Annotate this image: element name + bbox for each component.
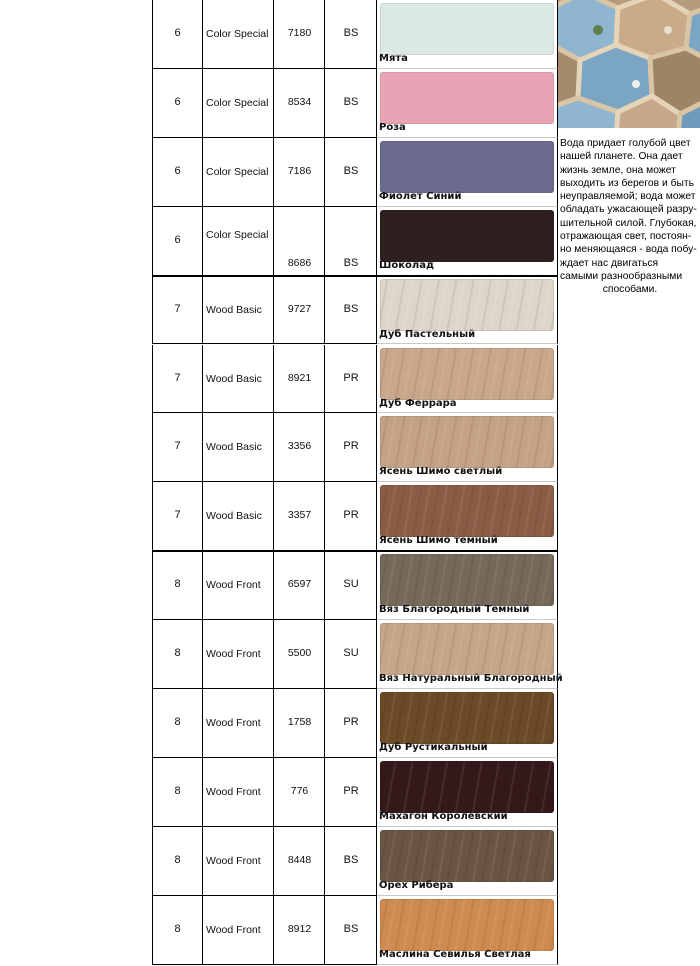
decor-name: Мята — [379, 53, 408, 64]
decor-code: 776 — [290, 784, 309, 797]
series-name: Wood Basic — [206, 303, 262, 316]
surface-type: PR — [343, 716, 359, 728]
surface-type: BS — [343, 922, 359, 935]
description-line: нашей планете. Она дает — [560, 151, 683, 163]
decor-swatch — [380, 554, 554, 606]
decor-name: Дуб Пастельный — [379, 328, 476, 340]
decor-code: 1758 — [287, 716, 312, 728]
decor-swatch — [380, 485, 554, 537]
series-name: Wood Front — [206, 648, 261, 661]
decor-name: Вяз Натуральный Благородный — [379, 673, 563, 685]
surface-type: BS — [343, 164, 359, 177]
description-line: обладать ужасающей разру- — [560, 204, 697, 216]
decor-code: 7180 — [287, 27, 312, 39]
series-name: Wood Basic — [206, 510, 262, 523]
group-number: 6 — [174, 164, 181, 177]
group-number: 7 — [174, 302, 181, 315]
table-row — [152, 276, 558, 345]
decor-swatch — [380, 830, 554, 882]
table-row — [152, 896, 558, 965]
decor-code: 8912 — [287, 922, 312, 935]
description-line: самыми разнообразными — [560, 270, 683, 282]
group-separator — [152, 550, 558, 552]
decor-swatch — [380, 899, 554, 951]
decor-code: 9727 — [287, 302, 312, 315]
decor-name: Шоколад — [379, 259, 435, 271]
series-name: Color Special — [206, 165, 269, 178]
table-row — [152, 758, 558, 827]
series-name: Wood Basic — [206, 441, 262, 454]
table-row — [152, 689, 558, 758]
table-row — [152, 0, 558, 69]
surface-type: PR — [343, 509, 359, 522]
decor-name: Махагон Королевский — [379, 810, 508, 822]
water-description — [560, 137, 700, 297]
decor-swatch — [380, 692, 554, 744]
decor-code: 7186 — [287, 164, 312, 177]
honeycomb-shelf-image — [558, 0, 700, 128]
decor-name: Маслина Севилья Светлая — [379, 948, 531, 960]
decor-swatch — [380, 141, 554, 193]
surface-type: SU — [343, 578, 359, 591]
decor-swatch — [380, 279, 554, 331]
decor-name: Роза — [379, 121, 406, 133]
decor-code: 3356 — [287, 440, 312, 453]
group-separator — [152, 275, 558, 277]
surface-type: PR — [343, 440, 359, 453]
series-name: Wood Basic — [206, 372, 262, 385]
series-name: Wood Front — [206, 854, 261, 867]
decor-name: Дуб Рустикальный — [379, 742, 488, 753]
surface-type: BS — [343, 256, 359, 269]
surface-type: BS — [343, 302, 359, 315]
group-number: 6 — [174, 233, 181, 246]
table-row — [152, 413, 558, 482]
series-name: Wood Front — [206, 717, 261, 729]
surface-type: PR — [343, 371, 359, 384]
description-line: выходить из берегов и быть — [560, 177, 694, 189]
decor-code: 8921 — [287, 371, 312, 384]
decor-code: 6597 — [287, 578, 312, 591]
surface-type: PR — [343, 784, 359, 797]
table-row — [152, 69, 558, 138]
decor-name: Ясень Шимо темный — [379, 535, 498, 547]
description-line: отражающая свет, постоян- — [560, 231, 692, 243]
decor-code: 5500 — [287, 647, 312, 660]
series-name: Wood Front — [206, 923, 261, 936]
decor-code: 8534 — [287, 95, 312, 108]
series-name: Wood Front — [206, 579, 261, 592]
decor-swatch — [380, 761, 554, 813]
table-row — [152, 551, 558, 620]
group-number: 8 — [174, 578, 181, 591]
decor-name: Вяз Благородный Темный — [379, 604, 530, 616]
surface-type: BS — [343, 95, 359, 108]
decor-swatch — [380, 210, 554, 262]
table-row — [152, 620, 563, 689]
hexagon-shelves-photo — [558, 0, 700, 128]
decor-code: 8448 — [287, 853, 312, 866]
decor-code: 3357 — [287, 509, 312, 522]
decor-swatch — [380, 348, 554, 400]
description-line: ждает нас двигаться — [560, 257, 659, 269]
surface-type: BS — [343, 27, 359, 39]
description-line: но меняющаяся - вода побу- — [560, 244, 697, 256]
description-line: шительной силой. Глубокая, — [560, 217, 697, 229]
description-line: способами. — [602, 284, 658, 296]
decor-name: Фиолет Синий — [379, 190, 462, 202]
table-row — [152, 345, 558, 414]
group-number: 6 — [174, 27, 181, 39]
series-name: Color Special — [206, 228, 269, 241]
series-cell — [203, 207, 274, 276]
table-row — [152, 138, 558, 207]
table-row — [152, 827, 558, 896]
group-number: 7 — [174, 371, 181, 384]
decor-swatch — [380, 623, 554, 675]
group-number: 7 — [174, 509, 181, 522]
series-name: Color Special — [206, 28, 269, 40]
decor-name: Дуб Феррара — [379, 397, 457, 409]
decor-swatch — [380, 416, 554, 468]
decor-name: Орех Рибера — [379, 879, 454, 891]
group-number: 8 — [174, 647, 181, 660]
decor-code: 8686 — [287, 256, 312, 269]
series-name: Wood Front — [206, 785, 261, 798]
table-row — [152, 207, 558, 276]
group-number: 7 — [174, 440, 181, 453]
series-name: Color Special — [206, 96, 269, 109]
decor-swatch — [380, 3, 554, 55]
decor-swatch — [380, 72, 554, 124]
description-line: жизнь земле, она может — [560, 164, 676, 176]
description-line: Вода придает голубой цвет — [560, 138, 691, 149]
description-line: неуправляемой; вода может — [560, 191, 696, 203]
group-number: 8 — [174, 716, 181, 728]
group-number: 8 — [174, 784, 181, 797]
group-number: 8 — [174, 922, 181, 935]
surface-type: SU — [343, 647, 359, 660]
group-number: 8 — [174, 853, 181, 866]
decor-table — [152, 0, 563, 966]
group-number: 6 — [174, 95, 181, 108]
decor-name: Ясень Шимо светлый — [379, 466, 503, 478]
table-row — [152, 482, 558, 551]
surface-type: BS — [343, 853, 359, 866]
